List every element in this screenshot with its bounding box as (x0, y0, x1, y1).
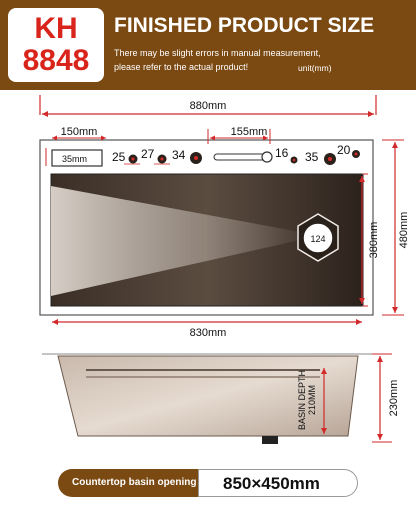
label-230: 230mm (388, 379, 400, 417)
countertop-opening-bar (58, 469, 358, 497)
model-badge (8, 8, 104, 82)
hole-label-20: 20 (337, 143, 351, 157)
basin-depth-line-1: BASIN DEPTH (297, 369, 307, 431)
dim-230 (372, 354, 400, 442)
hole-label-25: 25 (112, 150, 126, 164)
countertop-label-pill (58, 469, 198, 497)
hole-label-16: 16 (275, 146, 289, 160)
control-panel (46, 148, 102, 166)
label-35-panel: 35mm (62, 154, 88, 164)
hole-label-35: 35 (305, 150, 319, 164)
sink-diagram (0, 90, 416, 480)
label-155: 155mm (230, 126, 268, 138)
dim-480 (382, 140, 410, 315)
label-380: 380mm (368, 221, 380, 259)
dim-830 (52, 319, 362, 339)
drain-label: 124 (310, 234, 326, 244)
accessory-slot (214, 152, 272, 162)
countertop-label: Countertop basin opening (72, 477, 197, 488)
model-line-1: KH (34, 12, 78, 45)
dim-880 (40, 95, 376, 117)
hole-label-34: 34 (172, 148, 186, 162)
model-line-2: 8848 (22, 44, 90, 77)
countertop-value: 850×450mm (223, 474, 320, 493)
label-150: 150mm (60, 126, 98, 138)
label-480: 480mm (398, 211, 410, 249)
hole-label-27: 27 (141, 147, 155, 161)
label-830: 830mm (189, 327, 227, 339)
header-banner (0, 0, 416, 90)
basin-depth-line-2: 210MM (307, 384, 317, 416)
unit-label: unit(mm) (298, 63, 332, 73)
countertop-value-box (198, 469, 358, 497)
dim-150 (52, 126, 106, 141)
label-880: 880mm (189, 100, 227, 112)
note-line-2: please refer to the actual product! (114, 62, 249, 72)
page-title: FINISHED PRODUCT SIZE (114, 14, 375, 37)
note-line-1: There may be slight errors in manual measurement, (114, 48, 321, 58)
